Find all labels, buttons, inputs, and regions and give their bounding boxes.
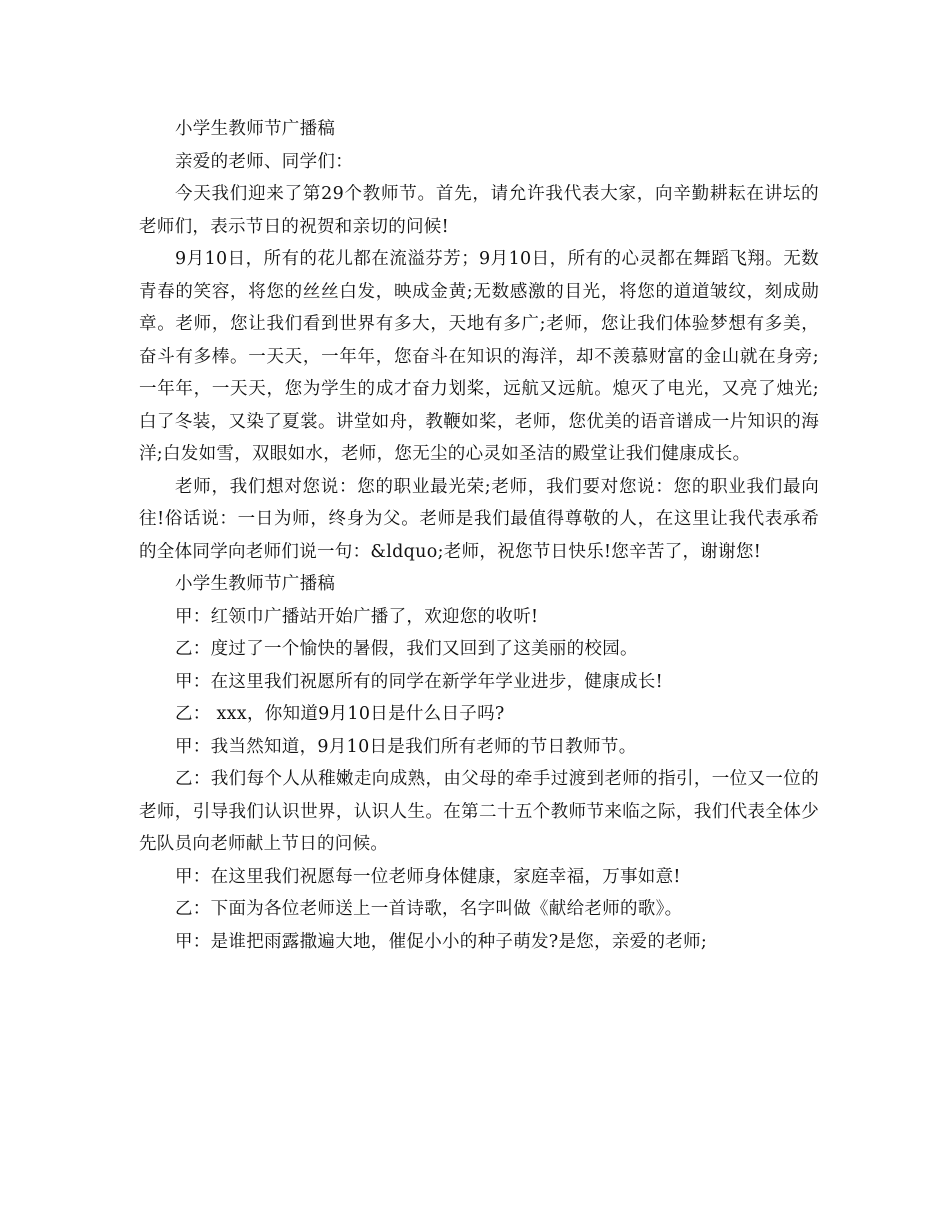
paragraph: 老师，我们想对您说：您的职业最光荣;老师，我们要对您说：您的职业我们最向往!俗话说：一日为师，终身为父。老师是我们最值得尊敬的人，在这里让我代表承希的全体同学向老师们说一句：&ldquo;老师，祝您节日快乐!您辛苦了，谢谢您! [139,476,819,562]
dialogue-line: 甲：在这里我们祝愿所有的同学在新学年学业进步，健康成长! [175,671,663,692]
paragraph: 今天我们迎来了第29个教师节。首先，请允许我代表大家，向辛勤耕耘在讲坛的老师们，表示节日的祝贺和亲切的问候! [139,184,819,237]
dialogue-line: 乙：我们每个人从稚嫩走向成熟，由父母的牵手过渡到老师的指引，一位又一位的老师，引导我们认识世界，认识人生。在第二十五个教师节来临之际，我们代表全体少先队员向老师献上节日的问候。 [139,769,819,854]
dialogue-line: 甲：红领巾广播站开始广播了，欢迎您的收听! [175,606,539,627]
dialogue-line: 甲：在这里我们祝愿每一位老师身体健康，家庭幸福，万事如意! [175,866,681,887]
document-title: 小学生教师节广播稿 [175,119,336,139]
dialogue-line: 甲：我当然知道，9月10日是我们所有老师的节日教师节。 [175,736,637,757]
dialogue-line: 乙： xxx，你知道9月10日是什么日子吗? [175,704,505,724]
dialogue-line: 乙：度过了一个愉快的暑假，我们又回到了这美丽的校园。 [175,639,638,659]
paragraph: 9月10日，所有的花儿都在流溢芬芳；9月10日，所有的心灵都在舞蹈飞翔。无数青春的笑容，将您的丝丝白发，映成金黄;无数感激的目光，将您的道道皱纹，刻成勋章。老师，您让我们看到世界有多大，天地有多广;老师，您让我们体验梦想有多美，奋斗有多棒。一天天，一年年，您奋斗在知识的海洋，却不羡慕财富的金山就在身旁;一年年，一天天，您为学生的成才奋力划桨，远航又远航。熄灭了电光，又亮了烛光;白了冬装，又染了夏裳。讲堂如舟，教鞭如桨，老师，您优美的语音谱成一片知识的海洋;白发如雪，双眼如水，老师，您无尘的心灵如圣洁的殿堂让我们健康成长。 [139,249,819,464]
section-title: 小学生教师节广播稿 [175,574,336,594]
dialogue-line: 甲：是谁把雨露撒遍大地，催促小小的种子萌发?是您，亲爱的老师; [175,931,708,952]
salutation: 亲爱的老师、同学们： [175,151,353,172]
dialogue-line: 乙：下面为各位老师送上一首诗歌，名字叫做《献给老师的歌》。 [175,899,683,919]
document-body [139,113,819,958]
